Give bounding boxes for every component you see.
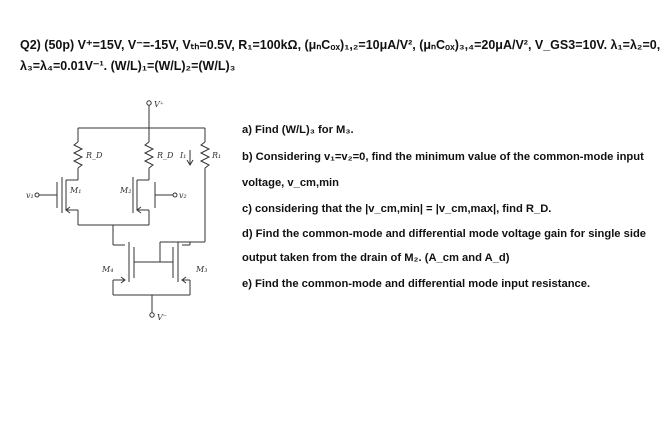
vplus-label: V⁺ — [154, 100, 164, 109]
question-header-line1: Q2) (50p) V⁺=15V, V⁻=-15V, Vₜₕ=0.5V, R₁=100kΩ, (μₙCₒₓ)₁,₂=10μA/V², (μₙCₒₓ)₃,₄=20μA/V², V_GS3=10V. λ₁=λ₂=0, — [20, 38, 661, 52]
v1-terminal — [35, 193, 39, 197]
r1-resistor — [201, 142, 209, 168]
m3-label: M₃ — [196, 265, 208, 274]
i1-label: I₁ — [180, 151, 187, 160]
part-a: a) Find (W/L)₃ for M₃. — [242, 124, 354, 136]
part-e: e) Find the common-mode and differential mode input resistance. — [242, 278, 591, 290]
m1-label: M₁ — [70, 186, 82, 195]
part-b-line2: voltage, v_cm,min — [242, 177, 339, 189]
rd-right-resistor — [145, 142, 153, 168]
part-d-line2: output taken from the drain of M₂. (A_cm and A_d) — [242, 252, 510, 264]
vminus-terminal — [150, 313, 154, 317]
v2-label: v₂ — [179, 191, 187, 200]
part-d-line1: d) Find the common-mode and differential mode voltage gain for single side — [242, 228, 647, 240]
rd-left-label: R_D — [86, 151, 103, 160]
rd-left-resistor — [74, 142, 82, 168]
question-header-line2: λ₃=λ₄=0.01V⁻¹. (W/L)₁=(W/L)₂=(W/L)₃ — [20, 58, 236, 73]
v2-terminal — [173, 193, 177, 197]
r1-label: R₁ — [212, 151, 222, 160]
v1-label: v₁ — [26, 191, 34, 200]
vminus-label: V⁻ — [157, 313, 167, 322]
rd-right-label: R_D — [157, 151, 174, 160]
part-c: c) considering that the |v_cm,min| = |v_cm,max|, find R_D. — [242, 203, 552, 215]
vplus-terminal — [147, 101, 151, 105]
m2-label: M₂ — [120, 186, 132, 195]
part-b-line1: b) Considering v₁=v₂=0, find the minimum value of the common-mode input — [242, 151, 644, 163]
m4-label: M₄ — [102, 265, 114, 274]
